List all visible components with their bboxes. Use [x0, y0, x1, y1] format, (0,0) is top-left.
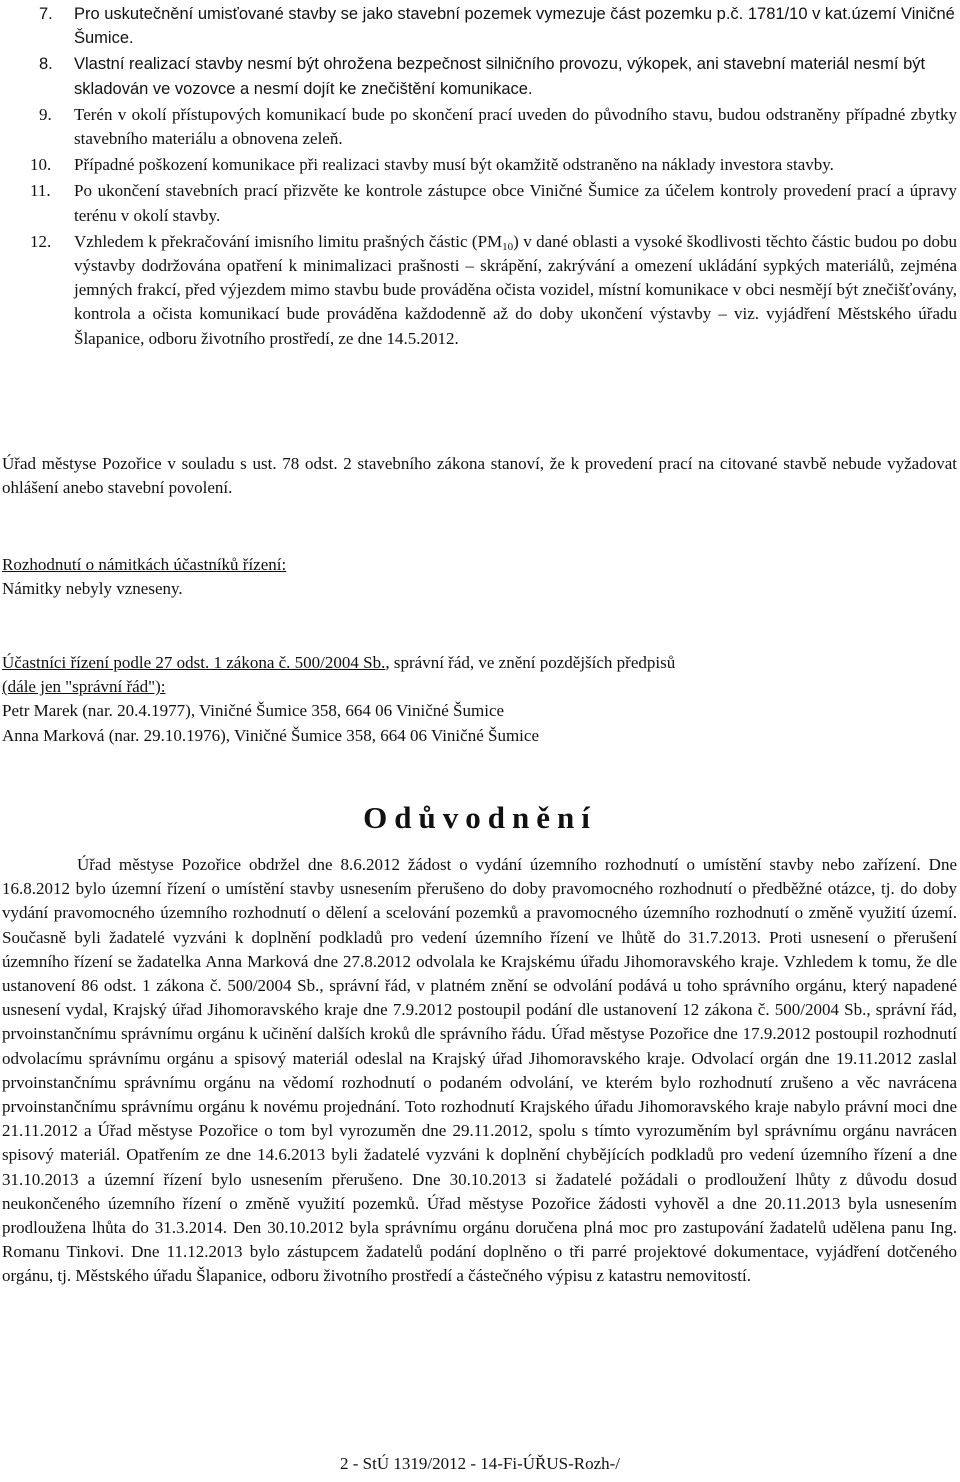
condition-text: Pro uskutečnění umisťované stavby se jako stavební pozemek vymezuje část pozemku p.č. 1781/10 v kat.území Viničné Šumice. — [74, 5, 955, 48]
condition-number: 7. — [39, 5, 53, 23]
condition-item — [39, 103, 957, 151]
objections-text: Námitky nebyly vzneseny. — [2, 579, 183, 599]
condition-number: 8. — [39, 55, 53, 74]
condition-text: Případné poškození komunikace při realizaci stavby musí být okamžitě odstraněno na náklady investora stavby. — [74, 155, 834, 175]
participant-entry: Anna Marková (nar. 29.10.1976), Viničné Šumice 358, 664 06 Viničné Šumice — [2, 725, 539, 745]
condition-number: 9. — [39, 104, 52, 124]
page-footer: 2 - StÚ 1319/2012 - 14-Fi-ÚŘUS-Rozh-/ — [339, 1454, 621, 1473]
condition-number: 10. — [30, 155, 52, 175]
office-statement: Úřad městyse Pozořice v souladu s ust. 78 odst. 2 stavebního zákona stanoví, že k provedení prací na citované stavbě nebude vyžadovat ohlášení anebo stavební povolení. — [2, 454, 957, 498]
condition-item — [30, 179, 957, 227]
condition-number: 11. — [30, 181, 51, 201]
condition-text-part: ) v dané oblasti a vysoké škodlivosti těchto částic budou po dobu výstavby dodržována opatření k minimalizaci prašnosti – skrápění, zakrývání a omezení ukládání sypkých materiálů, zejména jemných frakcí, před výjezdem mimo stavbu bude prováděna očista vozidel, místní komunikace v obci nesmějí být znečišťovány, kontrola a očista komunikací bude prováděna každodenně až do doby ukončení výstavby – viz. vyjádření Městského úřadu Šlapanice, odboru životního prostředí, ze dne 14.5.2012. — [74, 231, 957, 348]
condition-text: Vlastní realizací stavby nesmí být ohrožena bezpečnost silničního provozu, výkopek, ani stavební materiál nesmí být skladován ve vozovce a nesmí dojít ke znečištění komunikace. — [74, 55, 926, 98]
condition-text-part: Vzhledem k překračování imisního limitu prašných částic (PM — [74, 231, 503, 251]
condition-text: Terén v okolí přístupových komunikací bude po skončení prací uveden do původního stavu, budou odstraněny případné zbytky stavebního materiálu a obnovena zeleň. — [74, 104, 957, 149]
condition-item — [30, 230, 957, 351]
condition-text: Po ukončení stavebních prací přizvěte ke kontrole zástupce obce Viničné Šumice za účelem kontroly provedení prací a úpravy terénu v okolí stavby. — [74, 181, 957, 225]
condition-item — [30, 153, 957, 177]
participants-intro-rest: , správní řád, ve znění pozdějších předpisů — [385, 653, 676, 672]
objections-title: Rozhodnutí o námitkách účastníků řízení: — [2, 555, 287, 574]
participants-intro-line2: (dále jen "správní řád"): — [2, 677, 166, 697]
pm-subscript: 10 — [502, 240, 514, 253]
participants-section — [2, 651, 957, 748]
reasoning-heading: Odůvodnění — [363, 800, 597, 835]
participants-intro-underlined: Účastníci řízení podle 27 odst. 1 zákona č. 500/2004 Sb. — [2, 653, 386, 672]
reasoning-text: Úřad městyse Pozořice obdržel dne 8.6.2012 žádost o vydání územního rozhodnutí o umístění stavby nebo zařízení. Dne 16.8.2012 bylo územní řízení o umístění stavby usnesením přerušeno do doby pravomocného rozhodnutí o předběžné otázce, tj. do doby vydání pravomocného územního rozhodnutí o dělení a scelování pozemků a pravomocného územního rozhodnutí o změně využití území. Současně byli žadatelé vyzváni k doplnění podkladů pro vedení územního řízení ve lhůtě do 31.7.2013. Proti usnesení o přerušení územního řízení se žadatelka Anna Marková dne 27.8.2012 odvolala ke Krajskému úřadu Jihomoravského kraje. Vzhledem k tomu, že dle ustanovení 86 odst. 1 zákona č. 500/2004 Sb., správní řád, v platném znění se odvolání podává u toho správního orgánu, který napadené usnesení vydal, Krajský úřad Jihomoravského kraje dne 7.9.2012 postoupil podání dle ustanovení 12 zákona č. 500/2004 Sb., správní řád, prvoinstančnímu správnímu orgánu k učinění dalších kroků dle správního řádu. Úřad městyse Pozořice dne 17.9.2012 postoupil rozhodnutí odvolacímu správnímu orgánu a spisový materiál odeslal na Krajský úřad Jihomoravského kraje. Odvolací orgán dne 19.11.2012 zaslal prvoinstančnímu správnímu orgánu na vědomí rozhodnutí o podaném odvolání, ve kterém bylo rozhodnutí zrušeno a věc navrácena prvoinstančnímu správnímu orgánu k novému projednání. Toto rozhodnutí Krajského úřadu Jihomoravského kraje nabylo právní moci dne 21.11.2012 a Úřad městyse Pozořice o tom byl vyrozuměn dne 29.11.2012, spolu s tímto vyrozuměním byl správnímu orgánu navrácen spisový materiál. Opatřením ze dne 14.6.2013 byli žadatelé vyzváni k doplnění chybějících podkladů pro vedení územního řízení a dne 31.10.2013 a územní řízení bylo usnesením přerušeno. Dne 30.10.2013 si žadatelé požádali o prodloužení lhůty z důvodu dosud neukončeného územního řízení o změně využití pozemků. Úřad městyse Pozořice žádosti vyhověl a dne 20.11.2013 byla usnesením prodloužena lhůta do 31.3.2014. Den 30.10.2012 byla správnímu orgánu doručena plná moc pro zastupování žadatelů udělena panu Ing. Romanu Tinkovi. Dne 11.12.2013 bylo zástupcem žadatelů podání doplněno o tři parré projektové dokumentace, vyjádření dotčeného orgánu, tj. Městského úřadu Šlapanice, odboru životního prostředí a částečného výpisu z katastru nemovitostí. — [2, 855, 957, 1286]
condition-number: 12. — [30, 231, 52, 251]
condition-item — [39, 52, 957, 100]
condition-item — [39, 2, 957, 50]
objections-section — [2, 553, 957, 601]
conditions-list — [30, 0, 957, 351]
participants-intro — [2, 651, 957, 675]
participant-entry: Petr Marek (nar. 20.4.1977), Viničné Šumice 358, 664 06 Viničné Šumice — [2, 701, 505, 721]
